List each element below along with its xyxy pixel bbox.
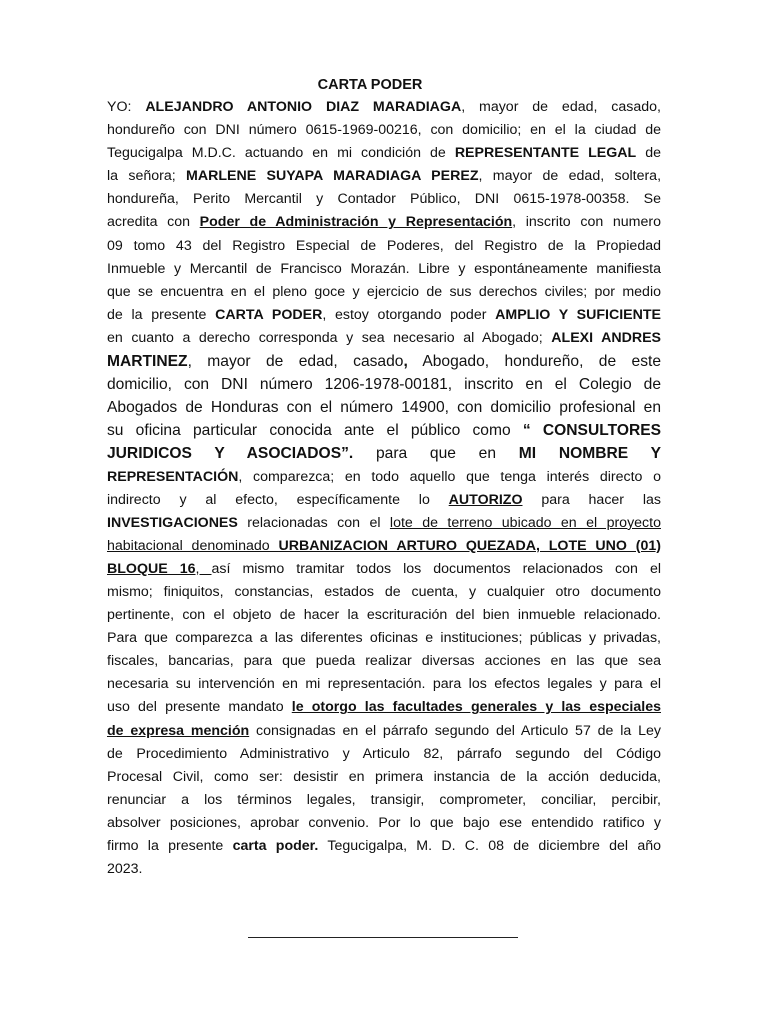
- body-text-run: INVESTIGACIONES: [107, 514, 238, 531]
- body-line: [107, 581, 661, 604]
- body-line: [107, 743, 661, 766]
- body-line: [107, 627, 661, 650]
- body-text-run: para hacer las: [522, 491, 661, 508]
- body-text-run: Abogado, hondureño, de este: [407, 353, 662, 371]
- body-line: [107, 558, 661, 581]
- body-line: [107, 696, 661, 719]
- body-line: [107, 650, 661, 673]
- body-line: [107, 466, 661, 489]
- body-text-run: fiscales, bancarias, para que pueda realizar diversas acciones en las que sea: [107, 653, 661, 670]
- body-line: [107, 858, 661, 881]
- body-text-run: hondureño con DNI número 0615-1969-00216, con domicilio; en el la ciudad de: [107, 122, 661, 139]
- body-text-run: Tegucigalpa, M. D. C. 08 de diciembre del año: [318, 838, 661, 854]
- body-text-run: Para que comparezca a las diferentes oficinas e instituciones; públicas y privadas,: [107, 630, 661, 647]
- body-text-run: , inscrito con numero: [512, 214, 661, 231]
- body-line: [107, 766, 661, 789]
- body-line: [107, 327, 661, 350]
- document-title: CARTA PODER: [317, 77, 423, 93]
- body-line: [107, 165, 661, 188]
- body-line: [107, 350, 661, 373]
- body-line: [107, 489, 661, 512]
- body-text-run: Tegucigalpa M.D.C. actuando en mi condición de: [107, 145, 455, 162]
- body-line: [107, 604, 661, 627]
- body-text-run: en cuanto a derecho corresponda y sea necesario al Abogado;: [107, 329, 552, 346]
- body-text-run: pertinente, con el objeto de hacer la escrituración del bien inmueble relacionado.: [107, 607, 661, 624]
- body-text-run: ALEJANDRO ANTONIO DIAZ MARADIAGA: [145, 99, 462, 115]
- body-text-run: de expresa mención: [107, 722, 250, 739]
- body-text-run: MARLENE SUYAPA MARADIAGA PEREZ: [186, 168, 479, 185]
- body-text-run: MI NOMBRE Y: [518, 445, 662, 463]
- body-text-run: así mismo tramitar todos los documentos relacionados con el: [211, 560, 662, 577]
- body-text-run: ,: [195, 560, 212, 577]
- body-text-run: le otorgo las facultades generales y las especiales: [291, 699, 661, 716]
- body-text-run: acredita con: [107, 214, 200, 231]
- body-text-run: la señora;: [107, 168, 187, 185]
- body-line: [107, 211, 661, 234]
- body-line: [107, 673, 661, 696]
- body-text-run: , comparezca; en todo aquello que tenga interés directo o: [238, 468, 661, 485]
- body-line: [107, 188, 661, 211]
- body-text-run: ,: [403, 353, 408, 371]
- body-text-run: “ CONSULTORES: [522, 422, 662, 440]
- body-text-run: mismo; finiquitos, constancias, estados de cuenta, y cualquier otro documento: [107, 583, 661, 600]
- body-text-run: de: [636, 145, 661, 162]
- body-text-run: 09 tomo 43 del Registro Especial de Poderes, del Registro de la Propiedad: [107, 237, 661, 254]
- body-text-run: lote de terreno ubicado en el proyecto: [389, 514, 661, 531]
- body-text-run: carta poder.: [232, 838, 319, 854]
- body-text-run: , mayor de edad, soltera,: [478, 168, 662, 185]
- body-text-run: relacionadas con el: [237, 514, 390, 531]
- body-text-run: consignadas en el párrafo segundo del Articulo 57 de la Ley: [249, 722, 661, 739]
- body-text-run: que se encuentra en el pleno goce y ejercicio de sus derechos civiles; por medio: [107, 283, 661, 300]
- body-line: [107, 512, 661, 535]
- body-line: [107, 235, 661, 258]
- body-text-run: , mayor de edad, casado: [187, 353, 404, 371]
- body-text-run: absolver posiciones, aprobar convenio. Por lo que bajo ese entendido ratifico y: [107, 814, 661, 831]
- body-text-run: YO:: [107, 99, 146, 115]
- body-text-run: domicilio, con DNI número 1206-1978-00181, inscrito en el Colegio de: [107, 376, 661, 394]
- document-body: [107, 96, 661, 881]
- body-line: [107, 119, 661, 142]
- body-text-run: habitacional denominado: [107, 537, 279, 554]
- body-text-run: de la presente: [107, 306, 216, 323]
- signature-line: [248, 937, 518, 938]
- body-text-run: renunciar a los términos legales, transigir, comprometer, conciliar, percibir,: [107, 791, 661, 808]
- body-text-run: Poder de Administración y Representación: [199, 214, 513, 231]
- body-text-run: 2023.: [107, 861, 143, 878]
- body-line: [107, 142, 661, 165]
- body-line: [107, 304, 661, 327]
- body-line: [107, 373, 661, 396]
- body-text-run: hondureña, Perito Mercantil y Contador Público, DNI 0615-1978-00358. Se: [107, 191, 661, 208]
- body-line: [107, 419, 661, 442]
- body-text-run: Inmueble y Mercantil de Francisco Morazán. Libre y espontáneamente manifiesta: [107, 260, 661, 277]
- body-text-run: , mayor de edad, casado,: [461, 99, 661, 115]
- body-line: [107, 720, 661, 743]
- body-text-run: indirecto y al efecto, específicamente lo: [107, 491, 449, 508]
- body-line: [107, 396, 661, 419]
- body-line: [107, 258, 661, 281]
- body-text-run: Procesal Civil, como ser: desistir en primera instancia de la acción deducida,: [107, 768, 661, 785]
- body-text-run: su oficina particular conocida ante el público como: [107, 422, 523, 440]
- body-text-run: necesaria su intervención en mi representación. para los efectos legales y para el: [107, 676, 661, 693]
- body-text-run: AUTORIZO: [448, 491, 523, 508]
- body-line: [107, 535, 661, 558]
- body-line: [107, 835, 661, 858]
- body-text-run: MARTINEZ: [107, 353, 188, 371]
- body-line: [107, 281, 661, 304]
- body-text-run: firmo la presente: [107, 838, 233, 854]
- body-text-run: CARTA PODER: [215, 306, 323, 323]
- body-text-run: JURIDICOS Y ASOCIADOS”.: [107, 445, 354, 463]
- body-line: [107, 789, 661, 812]
- body-text-run: REPRESENTANTE LEGAL: [454, 145, 637, 162]
- body-text-run: , estoy otorgando poder: [322, 306, 496, 323]
- body-text-run: de Procedimiento Administrativo y Articulo 82, párrafo segundo del Código: [107, 745, 661, 762]
- body-text-run: uso del presente mandato: [107, 699, 292, 716]
- body-text-run: Abogados de Honduras con el número 14900, con domicilio profesional en: [107, 399, 661, 417]
- body-text-run: para que en: [353, 445, 519, 463]
- body-line: [107, 442, 661, 465]
- body-text-run: AMPLIO Y SUFICIENTE: [495, 306, 661, 323]
- body-text-run: REPRESENTACIÓN: [107, 468, 239, 485]
- body-line: [107, 96, 661, 119]
- body-text-run: ALEXI ANDRES: [551, 329, 661, 346]
- body-text-run: BLOQUE 16: [107, 560, 196, 577]
- body-text-run: URBANIZACION ARTURO QUEZADA, LOTE UNO (01): [278, 537, 661, 554]
- body-line: [107, 812, 661, 835]
